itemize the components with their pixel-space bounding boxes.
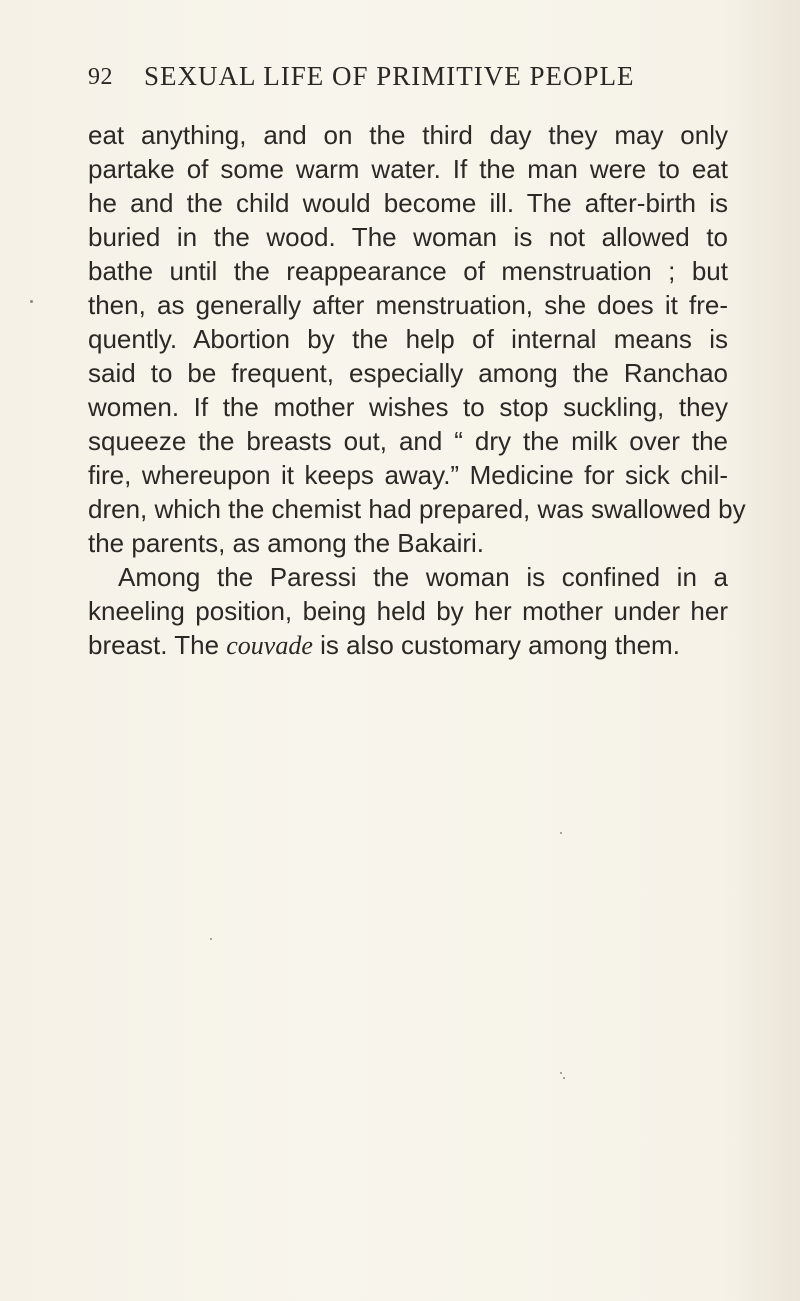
text-line: then, as generally after menstruation, she does it fre- [88, 290, 728, 320]
paper-speck [30, 300, 33, 303]
text-line: squeeze the breasts out, and “ dry the milk over the [88, 426, 728, 456]
text-line: women. If the mother wishes to stop suckling, they [88, 392, 728, 422]
text-line: partake of some warm water. If the man were to eat [88, 154, 728, 184]
text-line: bathe until the reappearance of menstruation ; but [88, 256, 728, 286]
text-line: fire, whereupon it keeps away.” Medicine for sick chil- [88, 460, 728, 490]
page-number: 92 [88, 64, 113, 90]
text-line: Among the Paressi the woman is confined in a [118, 562, 728, 592]
paper-speck [210, 938, 212, 940]
text-line: buried in the wood. The woman is not allowed to [88, 222, 728, 252]
page-header [88, 58, 728, 98]
text-line: he and the child would become ill. The after-birth is [88, 188, 728, 218]
paper-speck [560, 1072, 562, 1074]
text-line: kneeling position, being held by her mother under her [88, 596, 728, 626]
italic-term: couvade [226, 631, 313, 660]
text-line: dren, which the chemist had prepared, was swallowed by [88, 494, 746, 524]
text-line-with-italic [88, 628, 728, 662]
text-fragment: is also customary among them. [312, 630, 680, 660]
text-line: the parents, as among the Bakairi. [88, 528, 485, 558]
text-line: quently. Abortion by the help of internal means is [88, 324, 728, 354]
running-head: SEXUAL LIFE OF PRIMITIVE PEOPLE [144, 61, 635, 91]
text-line: said to be frequent, especially among the Ranchao [88, 358, 728, 388]
paper-speck [560, 832, 562, 834]
body-text [88, 118, 746, 662]
paper-speck [563, 1077, 565, 1079]
text-fragment: breast. The [88, 630, 227, 660]
text-line: eat anything, and on the third day they may only [88, 120, 728, 150]
